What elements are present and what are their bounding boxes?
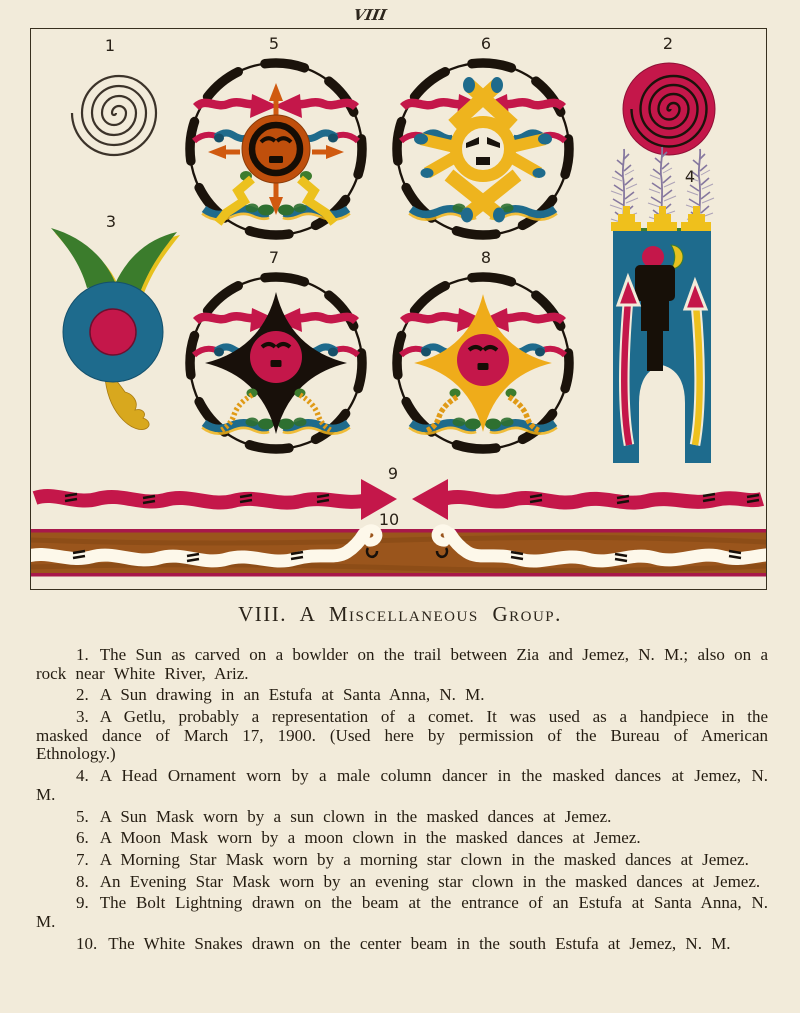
caption-6 — [36, 829, 768, 848]
figure-6-moon-mask — [397, 63, 569, 235]
handwritten-plate-number: VIII — [352, 6, 388, 24]
caption-3 — [36, 708, 768, 764]
figure-2-label: 2 — [662, 34, 674, 53]
figure-8-label: 8 — [480, 248, 492, 267]
caption-number: 2. — [76, 685, 89, 705]
caption-number: 6. — [76, 828, 89, 848]
caption-text: The Sun as carved on a bowlder on the trail between Zia and Jemez, N. M.; also on a rock near White River, Ariz. — [36, 645, 768, 683]
caption-2 — [36, 686, 768, 705]
caption-number: 4. — [76, 766, 89, 786]
caption-text: An Evening Star Mask worn by an evening star clown in the masked dances at Jemez. — [99, 871, 761, 891]
caption-text: A Morning Star Mask worn by a morning star clown in the masked dances at Jemez. — [99, 849, 749, 869]
figure-7-morning-star-mask — [190, 277, 362, 449]
figure-3-label: 3 — [105, 212, 117, 231]
caption-number: 7. — [76, 849, 89, 869]
caption-7 — [36, 851, 768, 870]
caption-4 — [36, 767, 768, 804]
plate-frame — [30, 28, 767, 590]
caption-9 — [36, 894, 768, 931]
caption-1 — [36, 646, 768, 683]
caption-number: 8. — [76, 871, 89, 891]
caption-8 — [36, 873, 768, 892]
figure-8-evening-star-mask — [397, 277, 569, 449]
figure-4-label: 4 — [684, 167, 696, 186]
caption-text: A Head Ornament worn by a male column dancer in the masked dances at Jemez, N. M. — [36, 766, 768, 804]
caption-list — [36, 646, 768, 956]
figure-10-label: 10 — [378, 510, 400, 529]
figure-7-label: 7 — [268, 248, 280, 267]
caption-number: 10. — [76, 933, 98, 953]
figure-10-white-snakes — [31, 529, 766, 577]
figure-4-head-ornament — [610, 147, 714, 463]
figure-5-label: 5 — [268, 34, 280, 53]
caption-number: 1. — [76, 645, 89, 664]
figure-9-label: 9 — [387, 464, 399, 483]
figure-5-sun-mask — [190, 63, 362, 235]
figure-2-sun-drawing — [623, 63, 715, 155]
caption-text: The White Snakes drawn on the center beam in the south Estufa at Jemez, N. M. — [108, 933, 731, 953]
plate-illustration — [31, 29, 766, 589]
caption-number: 3. — [76, 707, 89, 727]
caption-text: A Sun drawing in an Estufa at Santa Anna, N. M. — [99, 685, 485, 705]
caption-text: A Getlu, probably a representation of a comet. It was used as a handpiece in the masked dance of March 17, 1900. (Used here by permission of the Bureau of American Ethnology.) — [36, 707, 768, 764]
figure-1-label: 1 — [104, 36, 116, 55]
figure-3-getlu — [51, 228, 180, 430]
caption-text: A Sun Mask worn by a sun clown in the masked dances at Jemez. — [99, 806, 612, 826]
caption-5 — [36, 808, 768, 827]
caption-text: A Moon Mask worn by a moon clown in the masked dances at Jemez. — [99, 828, 641, 848]
caption-text: The Bolt Lightning drawn on the beam at the entrance of an Estufa at Santa Anna, N. M. — [36, 893, 768, 931]
caption-number: 9. — [76, 893, 89, 913]
figure-6-label: 6 — [480, 34, 492, 53]
caption-10 — [36, 935, 768, 954]
caption-number: 5. — [76, 806, 89, 826]
figure-1-sun-spiral — [72, 76, 156, 155]
plate-caption-title: VIII. A Miscellaneous Group. — [238, 602, 562, 626]
